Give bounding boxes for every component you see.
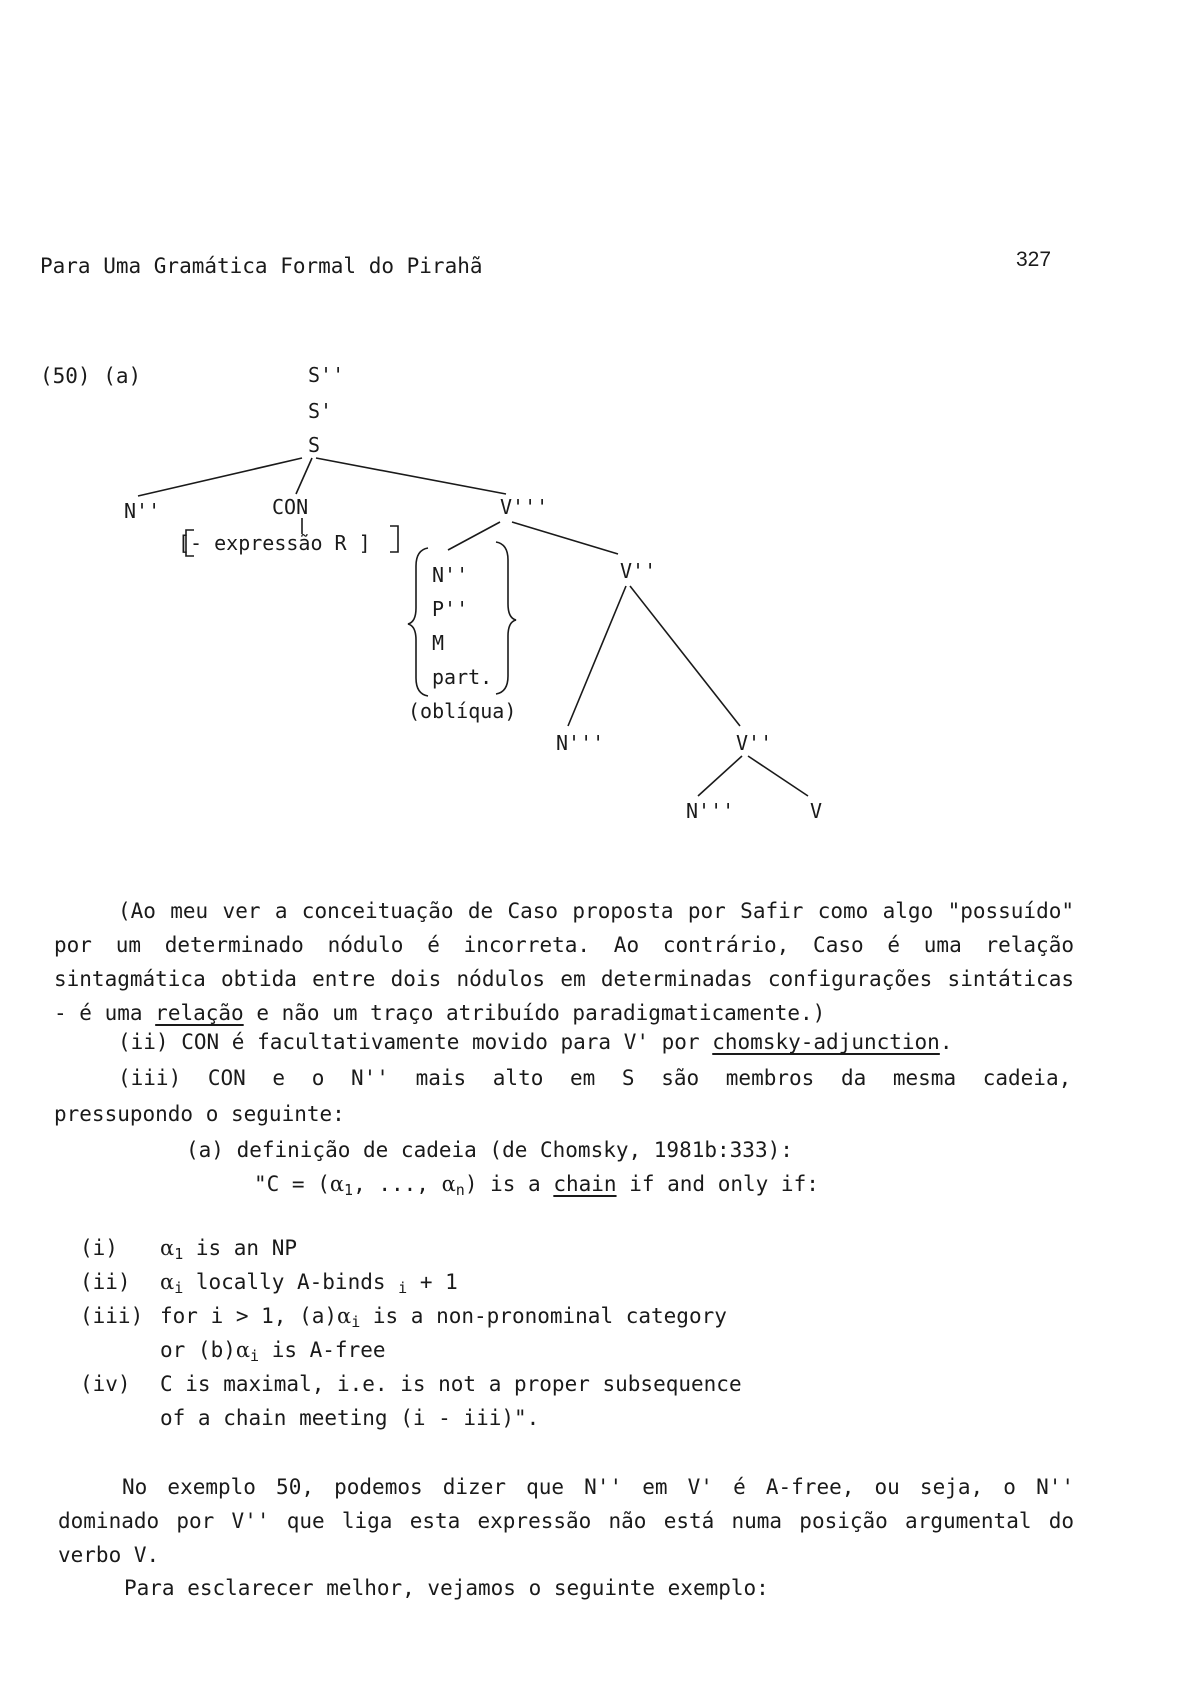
node-n3b: N''' [686,799,735,823]
condition-i: (i) $\alpha_1$ is an NP [80,1236,298,1263]
node-v: V [810,799,823,823]
item-ii: (ii) CON é facultativamente movido para V' por chomsky-adjunction. [118,1030,953,1054]
node-s: S [308,433,321,457]
node-v2b: V'' [736,731,773,755]
edge-v2b-n3b [698,756,742,796]
node-obliqua: (oblíqua) [408,699,517,723]
example-label: (50) (a) [40,364,142,388]
underlined-relacao: relação [155,1001,244,1025]
left-brace [408,548,428,696]
definition-heading: (a) definição de cadeia (de Chomsky, 1981b:333): [186,1138,793,1162]
running-header: Para Uma Gramática Formal do Pirahã [40,254,483,278]
node-brace-part: part. [432,665,493,689]
node-n2: N'' [124,499,161,523]
node-n3a: N''' [556,731,605,755]
paragraph-esclarecer: Para esclarecer melhor, vejamos o seguinte exemplo: [124,1576,769,1600]
node-brace-p: P'' [432,597,469,621]
edge-v2b-v [748,756,808,796]
underlined-chain: chain [553,1172,617,1196]
edge-v3-v2 [512,522,618,554]
node-brace-m: M [432,631,445,655]
edge-s-n2 [138,458,302,496]
node-feature: [- expressão R ] [178,531,371,555]
condition-iii: (iii) for i > 1, $(a)\alpha_i$ is a non-pronominal category [80,1304,727,1331]
edge-s-v3 [316,458,506,494]
node-s2: S'' [308,363,345,387]
edge-v2-v2b [630,586,740,726]
item-iii-continuation: pressupondo o seguinte: [54,1102,345,1126]
condition-iv-b: of a chain meeting (i - iii)". [160,1406,540,1430]
underlined-chomsky-adjunction: chomsky-adjunction [712,1030,940,1054]
node-brace-n: N'' [432,563,469,587]
condition-iv: (iv) C is maximal, i.e. is not a proper subsequence [80,1372,742,1396]
item-iii: (iii) CON e o N'' mais alto em S são membros da mesma cadeia, [118,1066,1072,1090]
right-brace [496,542,516,694]
paragraph-caso: (Ao meu ver a conceituação de Caso proposta por Safir como algo "possuído" por um determinado nódulo é incorreta. Ao contrário, Caso é uma relação sintagmática obtida entre dois nódulos em determinadas configurações sintáticas - é uma relação e não um traço atribuído paradigmaticamente.) [54,899,1074,1025]
edge-v3-brace [448,522,500,550]
node-v2: V'' [620,559,657,583]
condition-iii-b: or $(b)\alpha_i$ is A-free [160,1338,386,1365]
edge-s-con [296,458,312,494]
condition-ii: (ii) $\alpha_i$ locally A-binds $_i$ + 1 [80,1270,458,1297]
feature-bracket-right [390,526,398,552]
node-v3: V''' [500,495,549,519]
definition-quote: "$C = (\alpha_1$, ..., $\alpha_n$) is a chain if and only if: [254,1172,819,1199]
node-s1: S' [308,399,333,423]
paragraph-exemplo-50: No exemplo 50, podemos dizer que N'' em V' é A-free, ou seja, o N'' dominado por V'' que liga esta expressão não está numa posição argumental do verbo V. [58,1475,1074,1567]
edge-v2-n3a [568,586,626,726]
node-con: CON [272,495,309,519]
page-number: 327 [1016,248,1052,271]
